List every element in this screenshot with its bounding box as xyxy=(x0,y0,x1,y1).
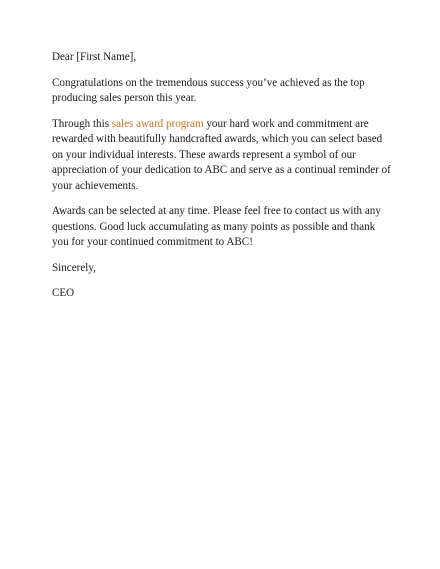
closing: Sincerely, xyxy=(52,261,96,274)
signature: CEO xyxy=(52,287,75,299)
paragraph-congratulations: Congratulations on the tremendous success you’ve achieved as the top producing sales person this year. xyxy=(52,76,365,104)
sales-award-program-link[interactable]: sales award program xyxy=(111,117,204,130)
paragraph-award-program-rest: your hard work and commitment are rewarded with beautifully handcrafted awards, which you can select based on your individual interests. These awards represent a symbol of our appreciation of your dedication to ABC and serve as a continual reminder of your achievements. xyxy=(52,117,391,192)
salutation: Dear [First Name], xyxy=(52,51,137,63)
paragraph-award-program-start: Through this xyxy=(52,117,112,130)
paragraph-award-program xyxy=(52,117,392,195)
letter-body xyxy=(52,50,392,312)
paragraph-selection: Awards can be selected at any time. Please feel free to contact us with any questions. Good luck accumulating as many points as possible and thank you for your continued commitment to ABC! xyxy=(52,205,381,248)
